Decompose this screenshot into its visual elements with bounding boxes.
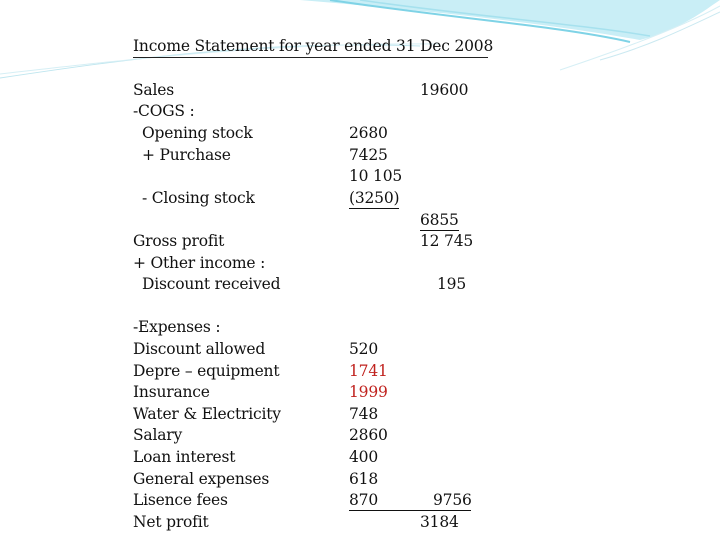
label-discount-allowed: Discount allowed xyxy=(133,340,266,358)
value-water-electricity: 748 xyxy=(349,405,378,423)
value-subtotal: 10 105 xyxy=(349,167,403,185)
label-sales: Sales xyxy=(133,81,174,99)
label-cogs: -COGS : xyxy=(133,102,195,120)
expenses-total-underline xyxy=(349,510,471,511)
value-purchase: 7425 xyxy=(349,146,388,164)
value-expenses-total: 9756 xyxy=(433,491,472,509)
label-water-electricity: Water & Electricity xyxy=(133,405,281,423)
label-purchase: + Purchase xyxy=(142,146,231,164)
value-net-profit: 3184 xyxy=(420,513,459,531)
statement-title: Income Statement for year ended 31 Dec 2008 xyxy=(133,37,494,55)
value-lisence-fees: 870 xyxy=(349,491,378,509)
title-underline xyxy=(133,57,488,58)
label-net-profit: Net profit xyxy=(133,513,209,531)
label-lisence-fees: Lisence fees xyxy=(133,491,228,509)
label-expenses: -Expenses : xyxy=(133,318,221,336)
value-depre-equipment: 1741 xyxy=(349,362,388,380)
value-sales: 19600 xyxy=(420,81,469,99)
value-closing-stock xyxy=(349,188,399,209)
value-cogs-total xyxy=(420,210,459,231)
value-general-expenses: 618 xyxy=(349,470,378,488)
label-general-expenses: General expenses xyxy=(133,470,270,488)
value-discount-allowed: 520 xyxy=(349,340,378,358)
value-opening-stock: 2680 xyxy=(349,124,388,142)
label-discount-received: Discount received xyxy=(142,275,281,293)
value-cogs-total-text: 6855 xyxy=(420,211,459,229)
label-gross-profit: Gross profit xyxy=(133,232,225,250)
label-opening-stock: Opening stock xyxy=(142,124,253,142)
value-loan-interest: 400 xyxy=(349,448,378,466)
value-salary: 2860 xyxy=(349,426,388,444)
label-closing-stock: - Closing stock xyxy=(142,189,255,207)
value-insurance: 1999 xyxy=(349,383,388,401)
label-insurance: Insurance xyxy=(133,383,210,401)
value-discount-received: 195 xyxy=(437,275,466,293)
label-salary: Salary xyxy=(133,426,183,444)
label-depre-equipment: Depre – equipment xyxy=(133,362,280,380)
label-other-income: + Other income : xyxy=(133,254,266,272)
value-gross-profit: 12 745 xyxy=(420,232,474,250)
value-closing-stock-text: (3250) xyxy=(349,189,400,207)
label-loan-interest: Loan interest xyxy=(133,448,236,466)
